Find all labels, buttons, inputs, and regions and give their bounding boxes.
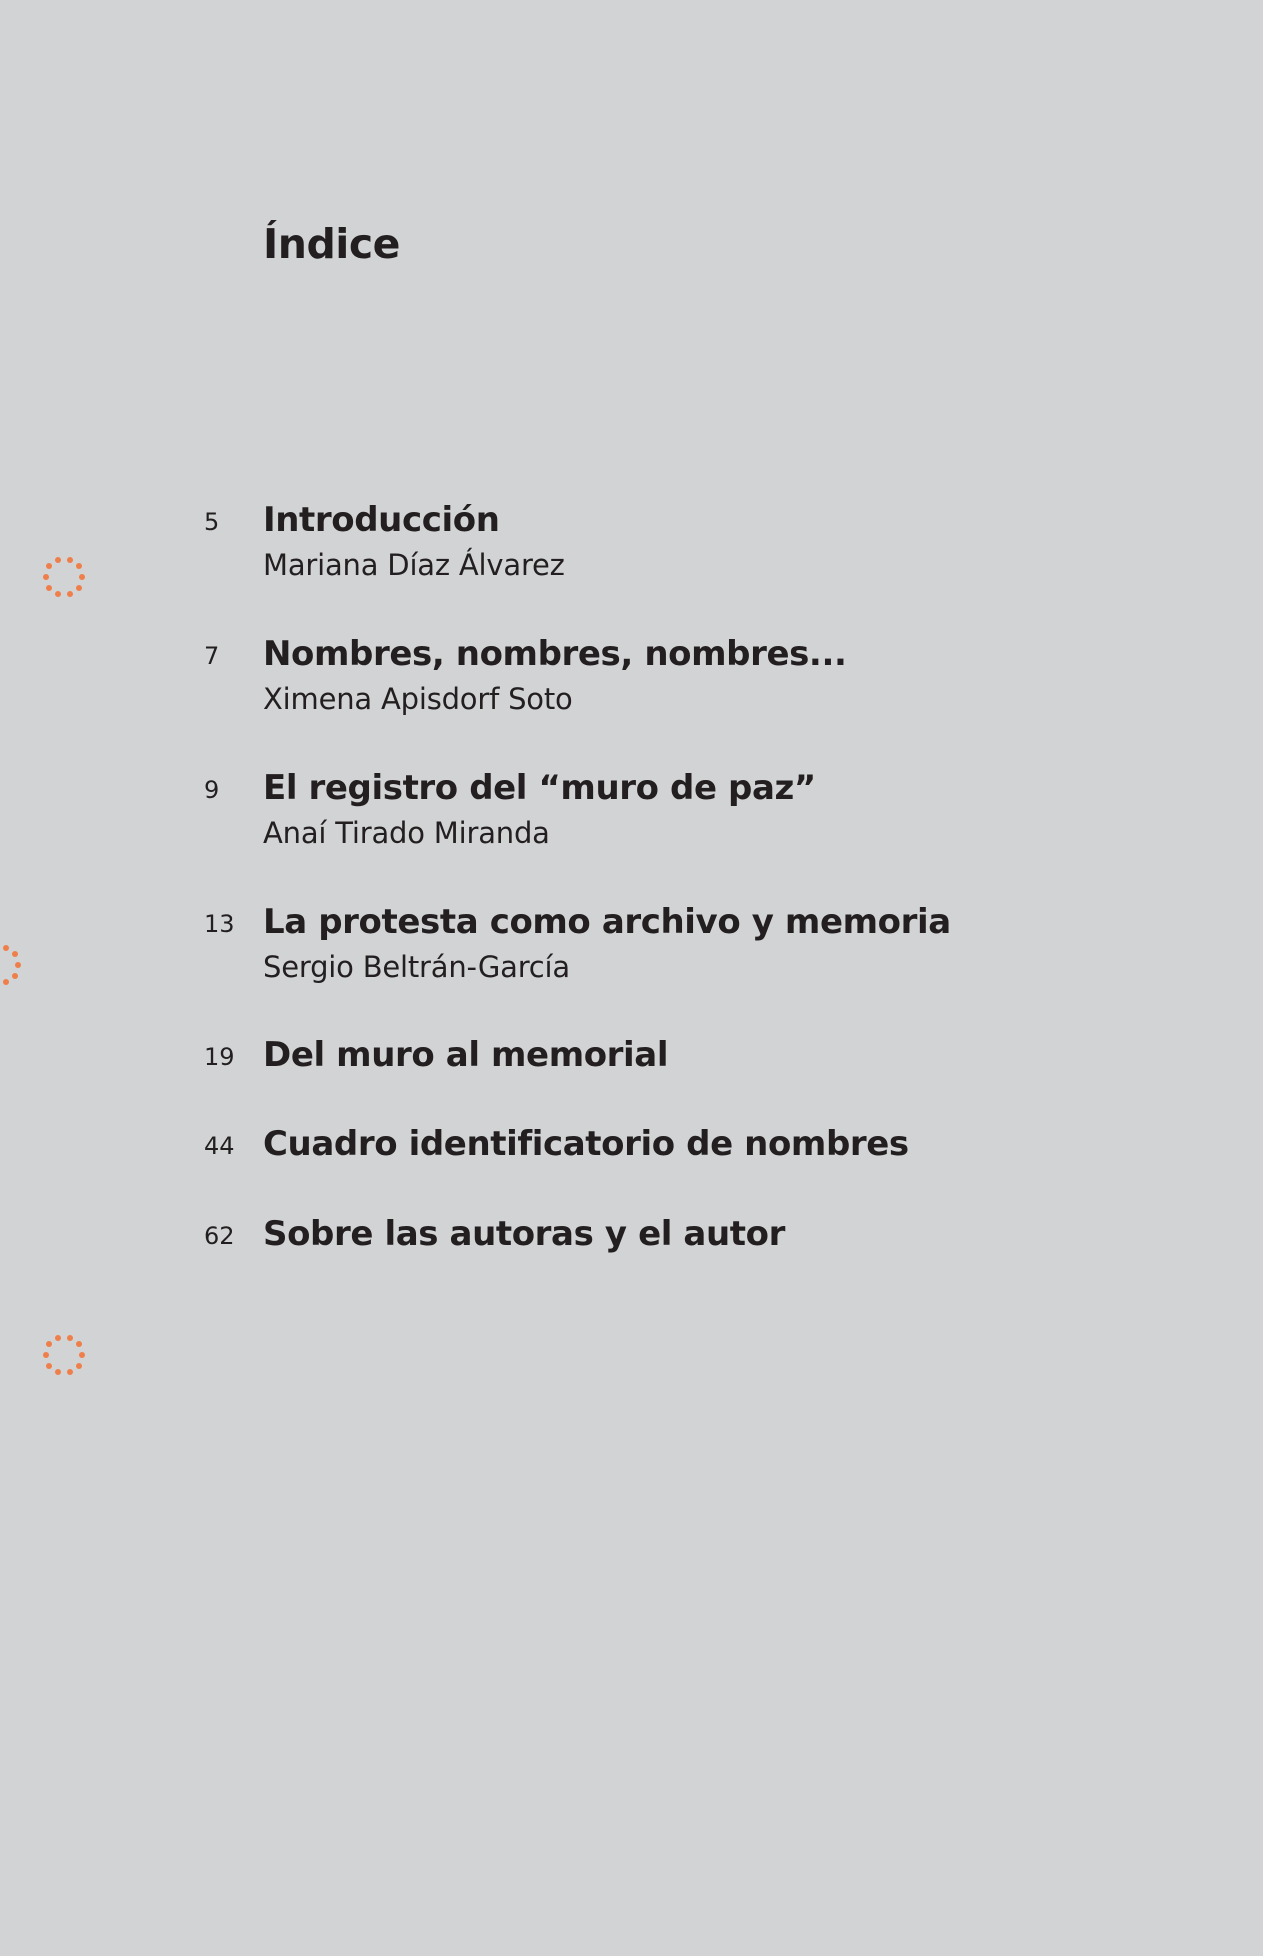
dotted-ring-icon (42, 1333, 86, 1377)
toc-entry-title: Del muro al memorial (263, 1035, 669, 1075)
toc-entry-author: Mariana Díaz Álvarez (263, 548, 565, 582)
toc-page-number: 19 (204, 1043, 235, 1071)
ring-dot (15, 962, 21, 968)
toc-entry-title: La protesta como archivo y memoria (263, 902, 951, 942)
toc-entry-author: Ximena Apisdorf Soto (263, 682, 573, 716)
ring-dot (79, 1352, 85, 1358)
toc-page-number: 5 (204, 508, 220, 536)
toc-entry-title: Cuadro identificatorio de nombres (263, 1124, 909, 1164)
ring-dot (46, 1341, 52, 1347)
page-title: Índice (263, 220, 400, 268)
toc-entry-title: Nombres, nombres, nombres... (263, 634, 847, 674)
toc-page-number: 44 (204, 1132, 235, 1160)
ring-dot (76, 1363, 82, 1369)
ring-dot (3, 945, 9, 951)
ring-dot (43, 1352, 49, 1358)
toc-page-number: 62 (204, 1222, 235, 1250)
ring-dot (67, 1369, 73, 1375)
ring-dot (12, 951, 18, 957)
ring-dot (67, 557, 73, 563)
toc-page-number: 13 (204, 910, 235, 938)
ring-dot (43, 574, 49, 580)
ring-dot (55, 557, 61, 563)
toc-entry-author: Sergio Beltrán-García (263, 950, 570, 984)
toc-entry-author: Anaí Tirado Miranda (263, 816, 550, 850)
ring-dot (12, 973, 18, 979)
ring-dot (76, 585, 82, 591)
ring-dot (46, 1363, 52, 1369)
toc-entry-title: El registro del “muro de paz” (263, 768, 816, 808)
ring-dot (76, 563, 82, 569)
dotted-ring-icon (0, 943, 22, 987)
ring-dot (67, 591, 73, 597)
ring-dot (46, 563, 52, 569)
ring-dot (79, 574, 85, 580)
ring-dot (76, 1341, 82, 1347)
ring-dot (3, 979, 9, 985)
ring-dot (55, 1335, 61, 1341)
dotted-ring-icon (42, 555, 86, 599)
toc-entry-title: Sobre las autoras y el autor (263, 1214, 785, 1254)
toc-entry-title: Introducción (263, 500, 500, 540)
ring-dot (55, 1369, 61, 1375)
toc-page-number: 7 (204, 642, 220, 670)
ring-dot (46, 585, 52, 591)
toc-page-number: 9 (204, 776, 220, 804)
ring-dot (67, 1335, 73, 1341)
ring-dot (55, 591, 61, 597)
